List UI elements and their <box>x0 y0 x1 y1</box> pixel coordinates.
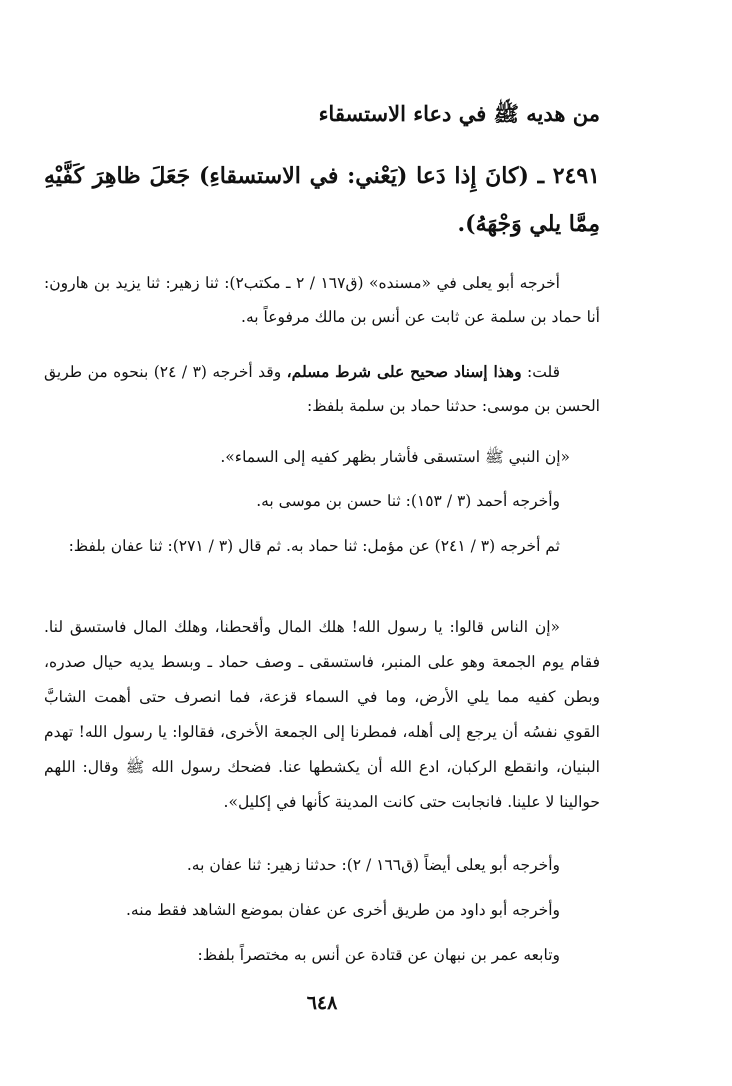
paragraph-abu-yala-again: وأخرجه أبو يعلى أيضاً (ق١٦٦ / ٢): حدثنا زهير: ثنا عفان به. <box>186 856 560 874</box>
grading-prefix: قلت: <box>527 363 561 381</box>
grading-verdict: وهذا إسناد صحيح على شرط مسلم، <box>286 362 522 381</box>
paragraph-abu-dawud: وأخرجه أبو داود من طريق أخرى عن عفان بموضع الشاهد فقط منه. <box>125 901 560 919</box>
paragraph-ahmad-second: ثم أخرجه (٣ / ٢٤١) عن مؤمل: ثنا حماد به. ثم قال (٣ / ٢٧١): ثنا عفان بلفظ: <box>68 537 560 555</box>
quote-prophet-istisqa: «إن النبي ﷺ استسقى فأشار بظهر كفيه إلى السماء». <box>220 448 570 466</box>
quote-long-narration: «إن الناس قالوا: يا رسول الله! هلك المال وأقحطنا، وهلك المال فاستسق لنا. فقام يوم الجمعة وهو على المنبر، فاستسقى ـ وصف حماد ـ وبسط يديه حيال صدره، وبطن كفيه مما يلي الأرض، وما في السماء قزعة، فما انصرف حتى أهمت الشابَّ القوي نفسُه أن يرجع إلى أهله، فمطرنا إلى الجمعة الأخرى، فقالوا: يا رسول الله! تهدم البنيان، وانقطع الركبان، ادع الله أن يكشطها عنا. فضحك رسول الله ﷺ وقال: اللهم حوالينا لا علينا. فانجابت حتى كانت المدينة كأنها في إكليل». <box>44 618 600 811</box>
hadith-text-block <box>44 152 600 248</box>
paragraph-ahmad: وأخرجه أحمد (٣ / ١٥٣): ثنا حسن بن موسى به. <box>256 492 560 510</box>
page-number: ٦٤٨ <box>306 992 338 1014</box>
section-title: من هديه ﷺ في دعاء الاستسقاء <box>318 101 600 126</box>
book-page <box>44 0 600 1086</box>
paragraph-grading <box>44 355 600 423</box>
paragraph-umar-nabhan: وتابعه عمر بن نبهان عن قتادة عن أنس به مختصراً بلفظ: <box>197 946 560 964</box>
hadith-text: ـ (كانَ إِذا دَعا (يَعْني: في الاستسقاءِ) جَعَلَ ظاهِرَ كَفَّيْهِ مِمَّا يلي وَجْهَهُ). <box>44 163 600 237</box>
paragraph-takhrij-abu-yala: أخرجه أبو يعلى في «مسنده» (ق١٦٧ / ٢ ـ مكتب٢): ثنا زهير: ثنا يزيد بن هارون: أنا حماد بن سلمة عن ثابت عن أنس بن مالك مرفوعاً به. <box>44 274 600 326</box>
hadith-number: ٢٤٩١ <box>552 163 600 189</box>
grading-rest: وقد أخرجه (٣ / ٢٤) بنحوه من طريق الحسن بن موسى: حدثنا حماد بن سلمة بلفظ: <box>44 363 600 415</box>
